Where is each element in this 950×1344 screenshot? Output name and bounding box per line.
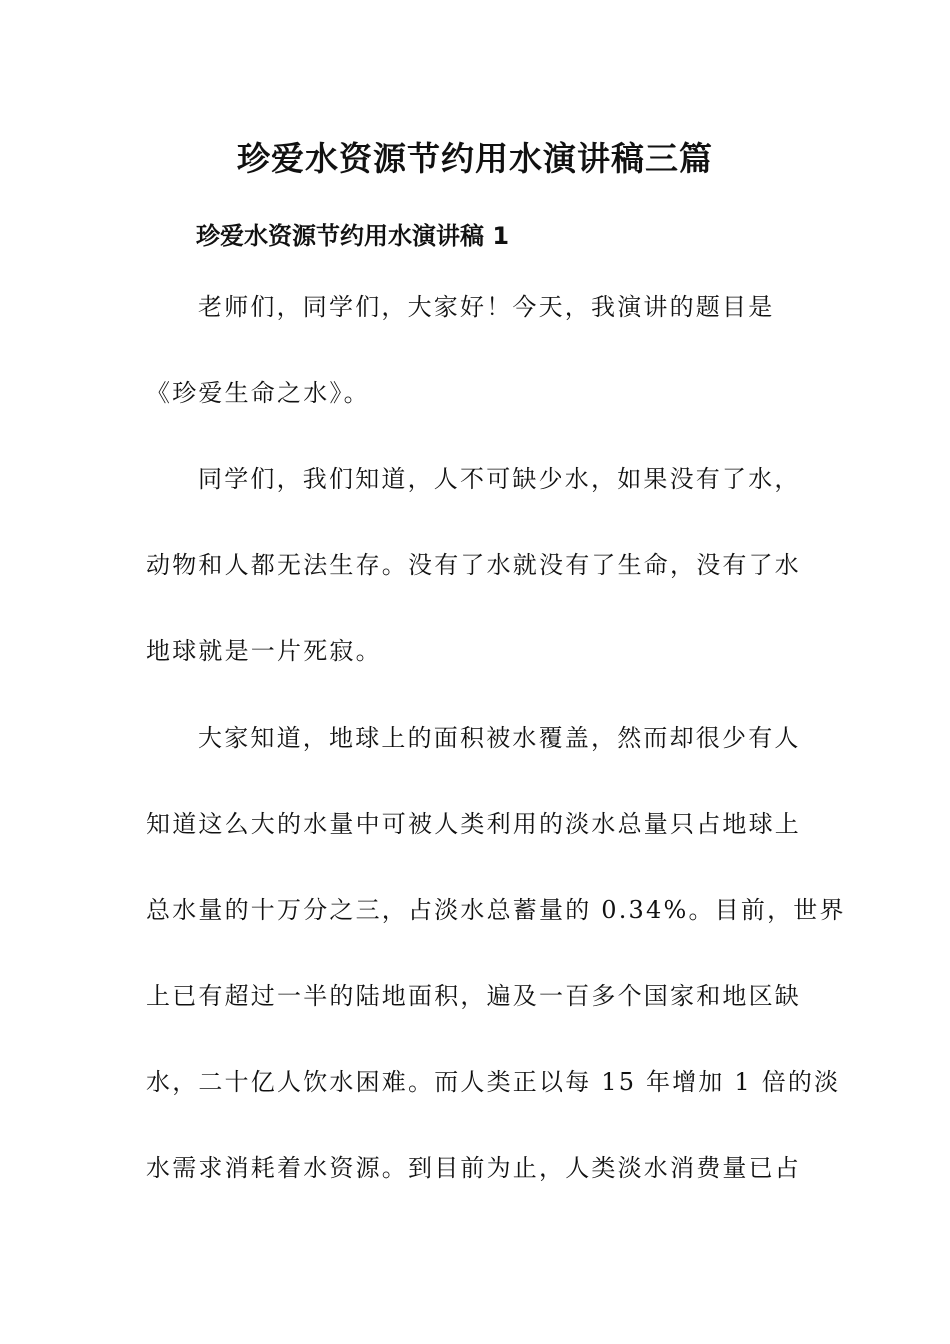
paragraph-line: 同学们，我们知道，人不可缺少水，如果没有了水， <box>198 465 801 493</box>
paragraph-line: 上已有超过一半的陆地面积，遍及一百多个国家和地区缺 <box>146 982 801 1010</box>
paragraph-line: 老师们，同学们，大家好！今天，我演讲的题目是 <box>198 293 775 321</box>
paragraph-1 <box>146 264 816 436</box>
paragraph-line: 知道这么大的水量中可被人类利用的淡水总量只占地球上 <box>146 810 801 838</box>
paragraph-line: 水需求消耗着水资源。到目前为止，人类淡水消费量已占 <box>146 1154 801 1182</box>
paragraph-line: 《珍爱生命之水》。 <box>146 379 370 407</box>
paragraph-2 <box>146 436 816 694</box>
paragraph-line: 水，二十亿人饮水困难。而人类正以每 15 年增加 1 倍的淡 <box>146 1068 841 1096</box>
paragraph-line: 地球就是一片死寂。 <box>146 637 382 665</box>
paragraph-3 <box>146 695 846 1211</box>
paragraph-line: 大家知道，地球上的面积被水覆盖，然而却很少有人 <box>198 724 801 752</box>
paragraph-line: 总水量的十万分之三，占淡水总蓄量的 0.34%。目前，世界 <box>146 896 846 924</box>
section-title: 珍爱水资源节约用水演讲稿 1 <box>196 222 510 250</box>
paragraph-line: 动物和人都无法生存。没有了水就没有了生命，没有了水 <box>146 551 801 579</box>
document-title: 珍爱水资源节约用水演讲稿三篇 <box>237 139 713 178</box>
